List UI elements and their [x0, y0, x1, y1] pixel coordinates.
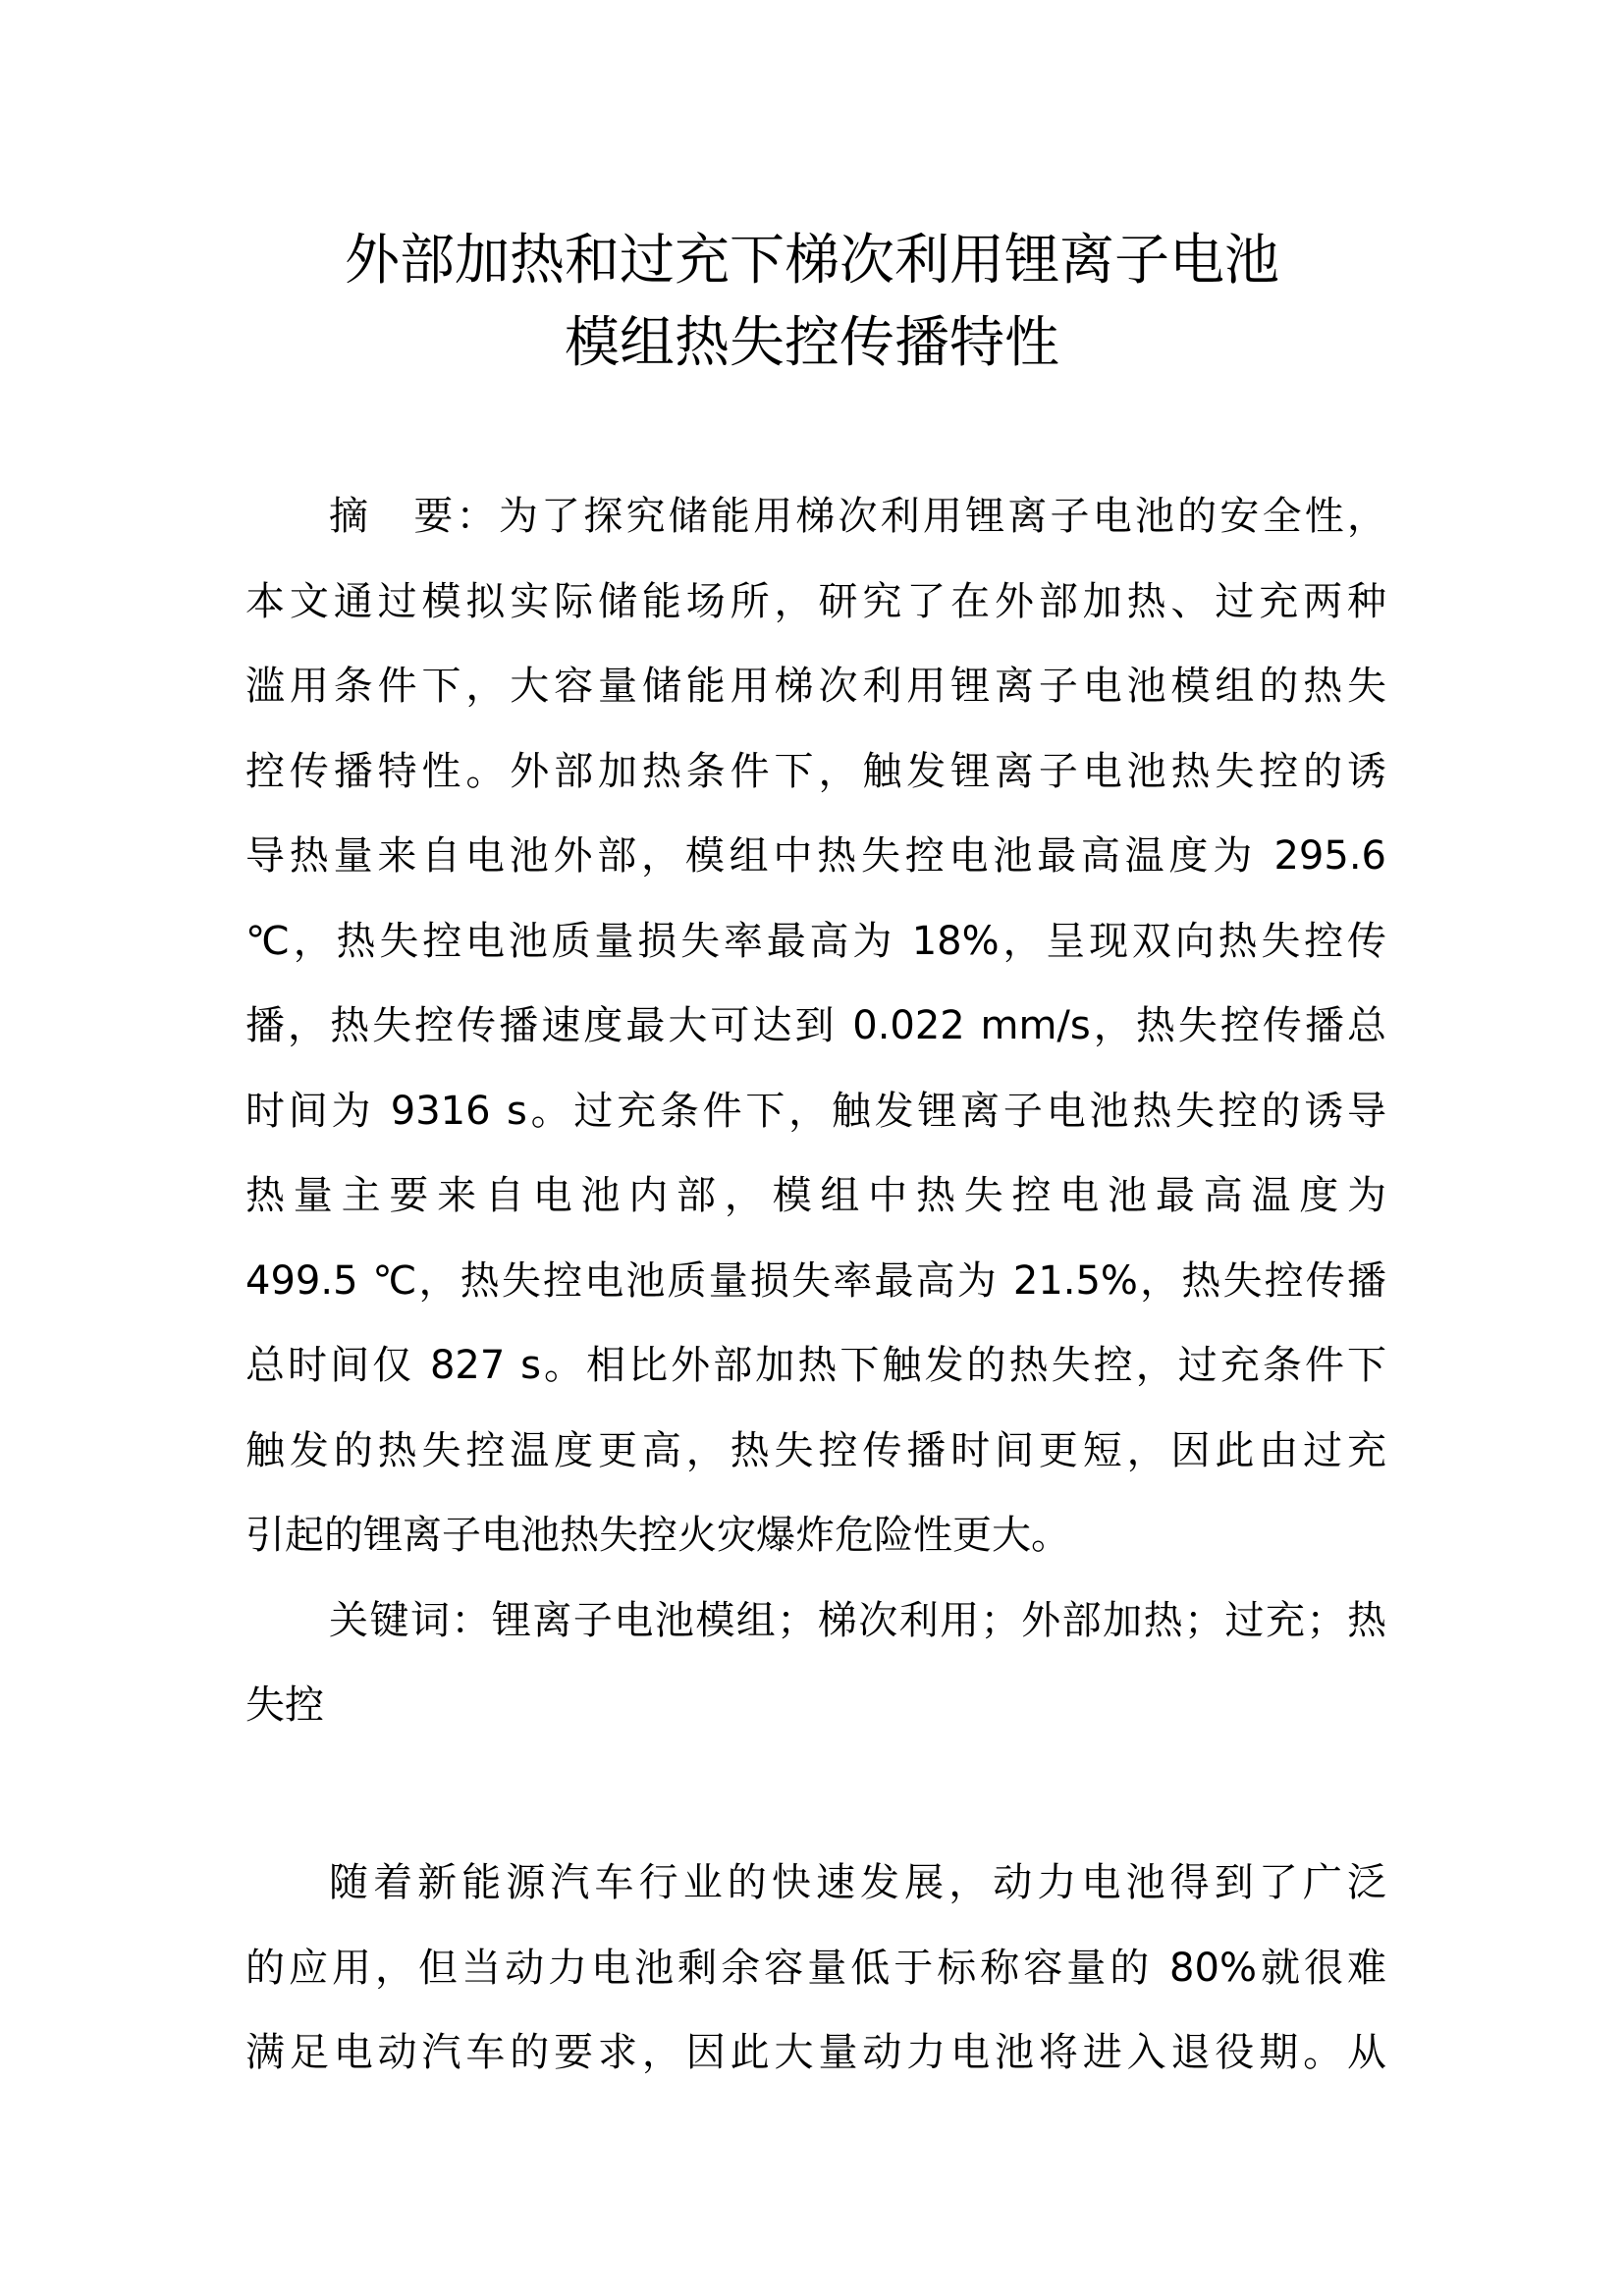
abstract-line-11: 总时间仅 827 s。相比外部加热下触发的热失控，过充条件下 — [245, 1343, 1386, 1388]
body-line-1: 随着新能源汽车行业的快速发展，动力电池得到了广泛 — [329, 1860, 1386, 1905]
body-line-2: 的应用，但当动力电池剩余容量低于标称容量的 80%就很难 — [245, 1946, 1386, 1991]
title-line-1: 外部加热和过充下梯次利用锂离子电池 — [345, 229, 1279, 293]
abstract-line-12: 触发的热失控温度更高，热失控传播时间更短，因此由过充 — [245, 1428, 1386, 1473]
abstract-line-5: 导热量来自电池外部，模组中热失控电池最高温度为 295.6 — [245, 833, 1386, 879]
abstract-line-9: 热量主要来自电池内部，模组中热失控电池最高温度为 — [245, 1173, 1386, 1218]
body-line-3: 满足电动汽车的要求，因此大量动力电池将进入退役期。从 — [245, 2030, 1386, 2075]
keywords-line-1 — [329, 1596, 1386, 1645]
abstract-line-8: 时间为 9316 s。过充条件下，触发锂离子电池热失控的诱导 — [245, 1089, 1386, 1134]
abstract-line-4: 控传播特性。外部加热条件下，触发锂离子电池热失控的诱 — [245, 749, 1386, 794]
keywords-label: 关键词： — [329, 1598, 492, 1643]
abstract-line-6: ℃，热失控电池质量损失率最高为 18%，呈现双向热失控传 — [245, 919, 1386, 964]
title-line-2: 模组热失控传播特性 — [565, 311, 1059, 375]
abstract-line-7: 播，热失控传播速度最大可达到 0.022 mm/s，热失控传播总 — [245, 1003, 1386, 1048]
abstract-line-10: 499.5 ℃，热失控电池质量损失率最高为 21.5%，热失控传播 — [245, 1258, 1386, 1304]
abstract-line-2: 本文通过模拟实际储能场所，研究了在外部加热、过充两种 — [245, 579, 1386, 624]
abstract-label: 摘 要： — [329, 494, 499, 539]
keywords-text: 锂离子电池模组；梯次利用；外部加热；过充；热 — [491, 1598, 1387, 1643]
abstract-line-13: 引起的锂离子电池热失控火灾爆炸危险性更大。 — [245, 1513, 1070, 1558]
abstract-text: 为了探究储能用梯次利用锂离子电池的安全性， — [498, 494, 1387, 539]
abstract-line-1 — [329, 492, 1386, 541]
abstract-line-3: 滥用条件下，大容量储能用梯次利用锂离子电池模组的热失 — [245, 664, 1386, 709]
keywords-line-2: 失控 — [245, 1682, 324, 1728]
